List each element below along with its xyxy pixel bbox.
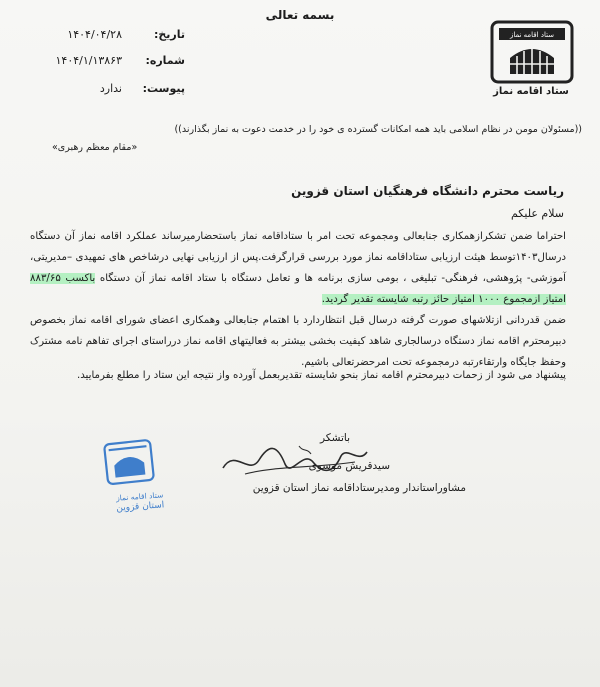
stamp-line-1: ستاد اقامه نماز (115, 490, 164, 503)
paragraph-evaluation (30, 226, 566, 310)
number-row (30, 54, 190, 70)
addressee: ریاست محترم دانشگاه فرهنگیان استان قزوین (291, 184, 564, 198)
organization-logo (486, 18, 578, 86)
attachment-label: پیوست: (142, 82, 185, 95)
date-label: تاریخ: (153, 28, 185, 41)
date-row (30, 28, 190, 44)
stamp-text (109, 490, 170, 514)
attachment-row (30, 82, 190, 98)
greeting: سلام علیکم (510, 207, 564, 220)
leader-quote: ((مسئولان مومن در نظام اسلامی باید همه امکانات گسترده ی خود را در خدمت دعوت به نماز بگذارند)) (174, 124, 582, 135)
official-stamp-icon (95, 433, 166, 529)
quote-source: «مقام معظم رهبری» (52, 142, 138, 153)
number-label: شماره: (145, 54, 185, 67)
number-value: ۱۴۰۴/۱/۱۳۸۶۳ (55, 54, 122, 67)
logo-ring-text: ستاد اقامه نماز (509, 31, 555, 39)
paragraph-suggestion: پیشنهاد می شود از زحمات دبیرمحترم اقامه نماز بنحو شایسته تقدیربعمل آورده واز نتیجه این ستاد را مطلع بفرمایید. (76, 370, 566, 381)
signer-name: سیدقریش موسوی (308, 460, 390, 472)
paragraph-evaluation-text: احتراما ضمن تشکرازهمکاری جنابعالی ومجموعه تحت امر با ستاداقامه نماز باستحضارمیرساند عملکرد اقامه نماز آن دستگاه درسال۱۴۰۳توسط هیئت ارزیابی ستاداقامه نماز مورد بررسی قرارگرفت.پس از ارزیابی نهایی درشاخص های تمهیدی –مدیریتی، آموزشی- پژوهشی، فرهنگی- تبلیغی ، بومی سازی برنامه ها و تعامل دستگاه با ستاد اقامه نماز آن دستگاه (30, 231, 567, 284)
bismillah: بسمه تعالی (265, 8, 335, 22)
signer-title: مشاوراستاندار ومدیرستاداقامه نماز استان قزوین (252, 482, 466, 494)
stamp-line-2: استان قزوین (116, 500, 165, 514)
date-value: ۱۴۰۴/۰۴/۲۸ (67, 28, 122, 41)
paragraph-expectation: ضمن قدردانی ازتلاشهای صورت گرفته درسال قبل انتظاردارد با اهتمام جنابعالی وهمکاری اعضای شورای اقامه نماز بخصوص دبیرمحترم اقامه نماز دستگاه درسالجاری شاهد کیفیت بخشی بیشتر به فعالیتهای اقامه نماز درراستای اجرای تفاهم نامه مشترک وحفظ جایگاه وارتقاءرتبه درمجموعه تحت امرحضرتعالی باشیم. (30, 315, 566, 368)
organization-name: ستاد اقامه نماز (493, 86, 569, 97)
attachment-value: ندارد (99, 82, 122, 95)
mosque-dome-icon (510, 49, 554, 74)
closing-thanks: باتشکر (319, 432, 350, 444)
highlighted-score: باکسب ۸۸۳/۶۵ امتیاز ازمجموع ۱۰۰۰ امتیاز حائز رتبه شایسته تقدیر گردید. (30, 273, 566, 305)
